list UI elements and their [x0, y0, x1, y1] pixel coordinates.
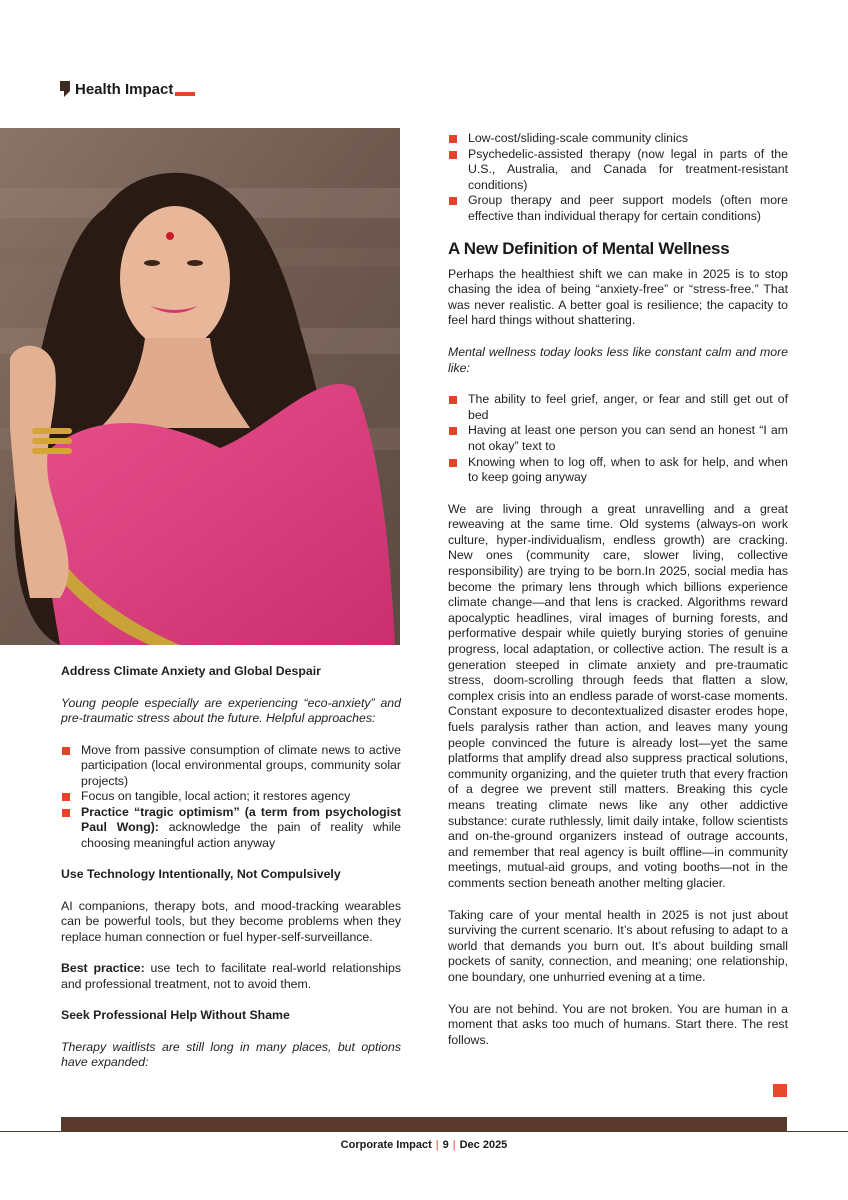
bullet-square-icon — [449, 459, 457, 467]
list-item: Group therapy and peer support models (often more effective than individual therapy for certain conditions) — [448, 193, 788, 224]
bullet-square-icon — [449, 427, 457, 435]
right-column — [448, 131, 788, 1048]
list-item: Psychedelic-assisted therapy (now legal in parts of the U.S., Australia, and Canada for treatment-resistant conditions) — [448, 147, 788, 194]
paragraph-best-practice: Best practice: use tech to facilitate real-world relationships and professional treatment, not to avoid them. — [61, 961, 401, 991]
footer-issue-date: Dec 2025 — [459, 1139, 508, 1151]
bullet-list-wellness — [448, 392, 788, 486]
header-accent-bar — [175, 92, 195, 96]
paragraph-intro-eco-anxiety: Young people especially are experiencing “eco-anxiety” and pre-traumatic stress about the future. Helpful approaches: — [61, 695, 401, 725]
page-number: 9 — [442, 1139, 449, 1151]
bullet-square-icon — [62, 809, 70, 817]
subheading-professional-help: Seek Professional Help Without Shame — [61, 1008, 290, 1022]
subheading-climate-anxiety: Address Climate Anxiety and Global Despair — [61, 664, 321, 678]
paragraph-therapy-intro: Therapy waitlists are still long in many places, but options have expanded: — [61, 1039, 401, 1069]
bullet-square-icon — [449, 197, 457, 205]
list-item: Practice “tragic optimism” (a term from psychologist Paul Wong): acknowledge the pain of reality while choosing meaningful action anyway — [61, 805, 401, 852]
bullet-square-icon — [449, 151, 457, 159]
bullet-bold-lead: Practice “tragic optimism” (a term from psychologist Paul Wong): — [81, 804, 401, 834]
footer-separator: | — [452, 1139, 456, 1151]
list-item: Focus on tangible, local action; it restores agency — [61, 789, 401, 805]
list-item: Knowing when to log off, when to ask for help, and when to keep going anyway — [448, 455, 788, 486]
portrait-photo-illustration — [0, 128, 400, 645]
bullet-list-climate — [61, 743, 401, 852]
bullet-list-therapy-options — [448, 131, 788, 225]
end-mark-icon — [773, 1084, 787, 1097]
list-item: The ability to feel grief, anger, or fear and still get out of bed — [448, 392, 788, 423]
left-column — [61, 664, 401, 1071]
bullet-square-icon — [62, 747, 70, 755]
section-heading-mental-wellness: A New Definition of Mental Wellness — [448, 238, 730, 258]
footer — [0, 1139, 848, 1151]
paragraph-wellness-intro: Mental wellness today looks less like constant calm and more like: — [448, 344, 788, 375]
footer-separator: | — [435, 1139, 439, 1151]
section-marker-icon — [60, 81, 70, 97]
portrait-photo — [0, 128, 400, 645]
list-item: Move from passive consumption of climate news to active participation (local environmental groups, community solar projects) — [61, 743, 401, 790]
bullet-square-icon — [449, 396, 457, 404]
subheading-technology: Use Technology Intentionally, Not Compulsively — [61, 867, 341, 881]
paragraph-closing: You are not behind. You are not broken. You are human in a moment that asks too much of humans. Start there. The rest follows. — [448, 1001, 788, 1047]
footer-bar — [61, 1117, 787, 1132]
footer-publication: Corporate Impact — [340, 1139, 432, 1151]
paragraph-unravelling: We are living through a great unravelling and a great reweaving at the same time. Old systems (always-on work culture, hyper-individualism, endless growth) are cracking. New ones (community care, slower living, collective responsibility) are trying to be born.In 2025, social media has become the primary lens through which billions experience climate change—and that lens is cracked. Algorithms reward apocalyptic headlines, viral images of burning forests, and performative despair while quietly burying stories of genuine progress, local adaptation, or collective action. The result is a generation steeped in climate anxiety and pre-traumatic stress, doom-scrolling through feeds that flatten a slow, complex crisis into an endless parade of worst-case moments. Constant exposure to decontextualized disaster erodes hope, fuels paralysis rather than action, and leaves many young people convinced the future is already lost—yet the same platforms that amplify dread also suppress practical solutions, community organizing, and the quieter truth that every fraction of a degree we prevent still matters. Breaking this cycle means treating climate news like any other addictive substance: curate ruthlessly, limit daily intake, follow scientists and on-the-ground organizers instead of outrage accounts, and remember that real agency is built offline—in community meetings, mutual-aid groups, and voting booths—not in the comments section beneath another melting glacier. — [448, 501, 788, 890]
footer-rule — [0, 1131, 848, 1132]
list-item: Low-cost/sliding-scale community clinics — [448, 131, 788, 147]
section-title: Health Impact — [75, 80, 174, 98]
paragraph-ai-tools: AI companions, therapy bots, and mood-tracking wearables can be powerful tools, but they become problems when they replace human connection or fuel hyper-self-surveillance. — [61, 898, 401, 944]
list-item: Having at least one person you can send an honest “I am not okay” text to — [448, 423, 788, 454]
bullet-square-icon — [449, 135, 457, 143]
section-header — [60, 79, 195, 99]
bullet-square-icon — [62, 793, 70, 801]
paragraph-taking-care: Taking care of your mental health in 2025 is not just about surviving the current scenario. It’s about refusing to adapt to a world that demands you burn out. It’s about building small pockets of sanity, connection, and meaning; one relationship, one boundary, one unhurried evening at a time. — [448, 907, 788, 984]
paragraph-resilience: Perhaps the healthiest shift we can make in 2025 is to stop chasing the idea of being “anxiety-free” or “stress-free.” That was never realistic. A better goal is resilience; the capacity to feel hard things without shattering. — [448, 266, 788, 328]
